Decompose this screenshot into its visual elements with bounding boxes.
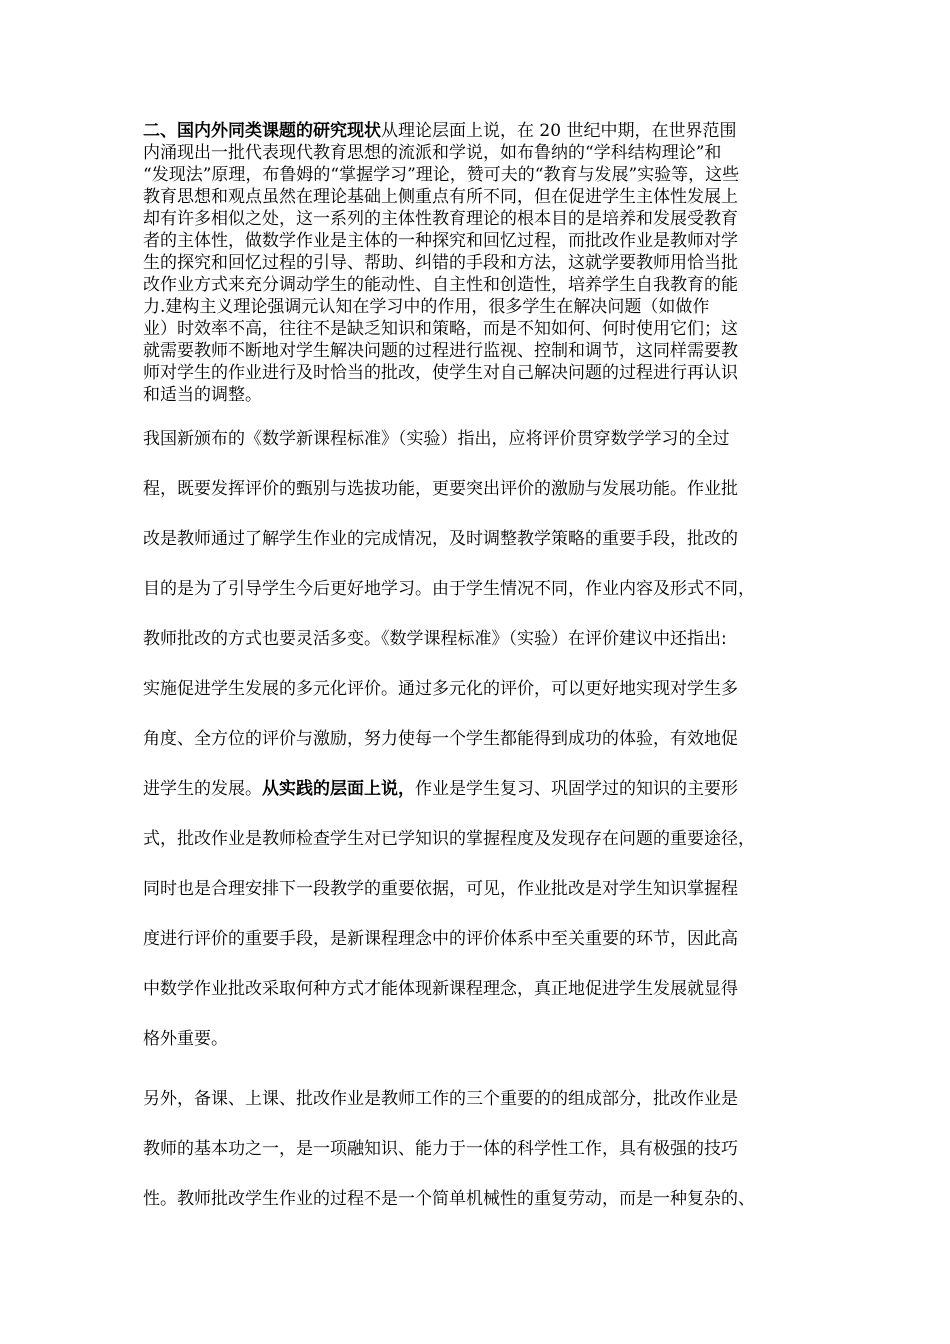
text-line: 力.建构主义理论强调元认知在学习中的作用，很多学生在解决问题（如做作 <box>143 297 710 317</box>
text-line: 另外，备课、上课、批改作业是教师工作的三个重要的的组成部分，批改作业是 <box>143 1089 738 1109</box>
text-line <box>143 764 825 814</box>
paragraph-homework-correction <box>143 1074 825 1224</box>
bold-phrase: 从实践的层面上说， <box>262 779 415 799</box>
text-line: 改作业方式来充分调动学生的能动性、自主性和创造性，培养学生自我教育的能 <box>143 275 738 295</box>
text-line: 教师批改的方式也要灵活多变。《数学课程标准》（实验）在评价建议中还指出: <box>143 629 727 649</box>
text-line: 中数学作业批改采取何种方式才能体现新课程理念，真正地促进学生发展就显得 <box>143 979 738 999</box>
text-line: 师对学生的作业进行及时恰当的批改，使学生对自己解决问题的过程进行再认识 <box>143 363 738 383</box>
text-line: 度进行评价的重要手段，是新课程理念中的评价体系中至关重要的环节，因此高 <box>143 929 738 949</box>
paragraph-research-status <box>143 120 825 406</box>
text-line: 式，批改作业是教师检查学生对已学知识的掌握程度及发现存在问题的重要途径， <box>143 829 755 849</box>
text-run: 从理论层面上说，在 20 世纪中期，在世界范围 <box>381 121 737 141</box>
text-line: 者的主体性，做数学作业是主体的一种探究和回忆过程，而批改作业是教师对学 <box>143 231 738 251</box>
text-line: 业）时效率不高，往往不是缺乏知识和策略，而是不知如何、何时使用它们；这 <box>143 319 738 339</box>
text-line: 教育思想和观点虽然在理论基础上侧重点有所不同，但在促进学生主体性发展上 <box>143 187 738 207</box>
text-line: 就需要教师不断地对学生解决问题的过程进行监视、控制和调节，这同样需要教 <box>143 341 738 361</box>
text-run: 作业是学生复习、巩固学过的知识的主要形 <box>415 779 738 799</box>
text-line: 实施促进学生发展的多元化评价。通过多元化的评价，可以更好地实现对学生多 <box>143 679 738 699</box>
text-line: 教师的基本功之一，是一项融知识、能力于一体的科学性工作，具有极强的技巧 <box>143 1139 738 1159</box>
section-heading: 二、国内外同类课题的研究现状 <box>143 121 381 141</box>
text-line: 我国新颁布的《数学新课程标准》（实验）指出，应将评价贯穿数学学习的全过 <box>143 429 730 449</box>
text-line: 程，既要发挥评价的甄别与选拔功能，更要突出评价的激励与发展功能。作业批 <box>143 479 738 499</box>
text-line: 格外重要。 <box>143 1029 228 1049</box>
document-page <box>143 120 825 1224</box>
text-line: 生的探究和回忆过程的引导、帮助、纠错的手段和方法，这就学要教师用恰当批 <box>143 253 738 273</box>
text-line: 改是教师通过了解学生作业的完成情况，及时调整教学策略的重要手段，批改的 <box>143 529 738 549</box>
paragraph-curriculum-standard <box>143 414 825 1064</box>
text-line: 同时也是合理安排下一段教学的重要依据，可见，作业批改是对学生知识掌握程 <box>143 879 738 899</box>
text-line: 和适当的调整。 <box>143 385 262 405</box>
text-line: “发现法”原理，布鲁姆的“掌握学习”理论，赞可夫的“教育与发展”实验等，这些 <box>143 165 740 185</box>
text-line: 目的是为了引导学生今后更好地学习。由于学生情况不同，作业内容及形式不同， <box>143 579 755 599</box>
text-line: 角度、全方位的评价与激励，努力使每一个学生都能得到成功的体验，有效地促 <box>143 729 738 749</box>
text-run: 进学生的发展。 <box>143 779 262 799</box>
text-line: 却有许多相似之处，这一系列的主体性教育理论的根本目的是培养和发展受教育 <box>143 209 738 229</box>
text-line <box>143 120 825 142</box>
text-line: 内涌现出一批代表现代教育思想的流派和学说，如布鲁纳的“学科结构理论”和 <box>143 143 722 163</box>
text-line: 性。教师批改学生作业的过程不是一个简单机械性的重复劳动，而是一种复杂的、 <box>143 1189 755 1209</box>
